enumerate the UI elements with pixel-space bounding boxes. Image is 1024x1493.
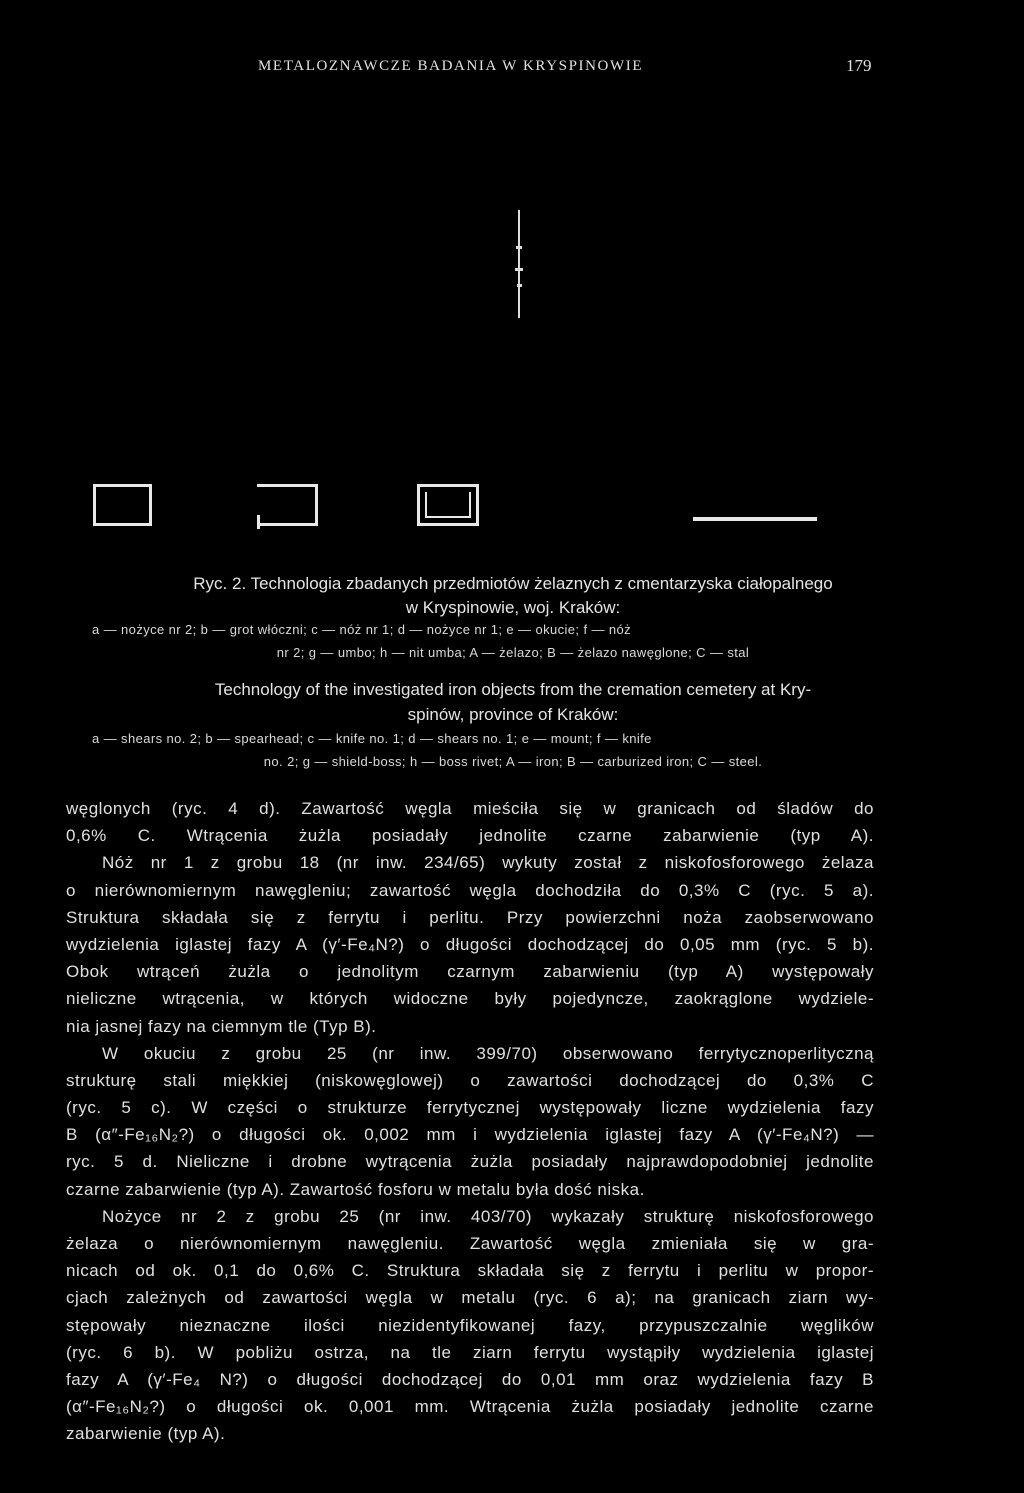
body-line: Struktura składała się z ferrytu i perlitu. Przy powierzchni noża zaobserwowano [66, 907, 874, 927]
caption-en-legend-line1: a — shears no. 2; b — spearhead; c — knife no. 1; d — shears no. 1; e — mount; f — knife [92, 731, 652, 746]
legend-symbol-b-box [257, 484, 318, 526]
caption-pl-legend-line1: a — nożyce nr 2; b — grot włóczni; c — nóż nr 1; d — nożyce nr 1; e — okucie; f — nóż [92, 622, 632, 637]
body-line: ryc. 5 d. Nieliczne i drobne wytrącenia żużla posiadały najprawdopodobniej jednolite [66, 1152, 874, 1172]
body-line: cjach zależnych od zawartości węgla w metalu (ryc. 6 a); na granicach ziarn wy- [66, 1288, 874, 1308]
body-line: fazy A (γ′-Fe₄ N?) o długości dochodzącej do 0,01 mm oraz wydzielenia fazy B [66, 1369, 874, 1389]
body-line: Nóż nr 1 z grobu 18 (nr inw. 234/65) wykuty został z niskofosforowego żelaza [102, 853, 874, 873]
caption-en-legend-line2: no. 2; g — shield-boss; h — boss rivet; A — iron; B — carburized iron; C — steel. [263, 754, 763, 769]
body-line: czarne zabarwienie (typ A). Zawartość fosforu w metalu była dość niska. [66, 1179, 645, 1199]
page-header [0, 56, 1024, 82]
legend-symbol-c-box [417, 484, 479, 526]
body-line: (ryc. 5 c). W części o strukturze ferrytycznej występowały liczne wydzielenia fazy [66, 1098, 874, 1118]
caption-pl-title-line2: w Kryspinowie, woj. Kraków: [405, 598, 621, 617]
body-line: (ryc. 6 b). W pobliżu ostrza, na tle ziarn ferrytu wystąpiły wydzielenia iglastej [66, 1342, 874, 1362]
body-line: zabarwienie (typ A). [66, 1424, 226, 1444]
body-line: nicach od ok. 0,1 do 0,6% C. Struktura składała się z ferrytu i perlitu w propor- [66, 1261, 874, 1281]
body-line: stępowały nieznaczne ilości niezidentyfikowanej fazy, przypuszczalnie węglików [66, 1315, 874, 1335]
body-line: B (α″-Fe₁₆N₂?) o długości ok. 0,002 mm i wydzielenia iglastej fazy A (γ′-Fe₄N?) — [66, 1125, 874, 1145]
body-line: o nierównomiernym nawęgleniu; zawartość węgla dochodziła do 0,3% C (ryc. 5 a). [66, 880, 874, 900]
figure-legend-graphics [0, 200, 1024, 540]
running-title: METALOZNAWCZE BADANIA W KRYSPINOWIE [258, 58, 644, 74]
body-line: wydzielenia iglastej fazy A (γ′-Fe₄N?) o długości dochodzącej do 0,05 mm (ryc. 5 b). [66, 934, 874, 954]
caption-en-title-line2: spinów, province of Kraków: [407, 705, 619, 724]
body-line: żelaza o nierównomiernym nawęgleniu. Zawartość węgla zmieniała się w gra- [66, 1234, 874, 1253]
legend-symbol-line [693, 517, 817, 521]
figure-vertical-mark [515, 210, 529, 320]
body-line: Nożyce nr 2 z grobu 25 (nr inw. 403/70) wykazały strukturę niskofosforowego [102, 1206, 874, 1226]
caption-pl-legend-line2: nr 2; g — umbo; h — nit umba; A — żelazo; B — żelazo nawęglone; C — stal [276, 645, 750, 660]
caption-pl-title-line1: Ryc. 2. Technologia zbadanych przedmiotów żelaznych z cmentarzyska ciałopalnego [193, 574, 833, 593]
body-line: Obok wtrąceń żużla o jednolitym czarnym zabarwieniu (typ A) występowały [66, 962, 874, 982]
body-line: nia jasnej fazy na ciemnym tle (Typ B). [66, 1016, 377, 1036]
body-line: strukturę stali miękkiej (niskowęglowej) o zawartości dochodzącej do 0,3% C [66, 1070, 874, 1090]
body-line: (α″-Fe₁₆N₂?) o długości ok. 0,001 mm. Wtrącenia żużla posiadały jednolite czarne [66, 1397, 874, 1417]
body-line: nieliczne wtrącenia, w których widoczne były pojedyncze, zaokrąglone wydziele- [66, 989, 874, 1009]
body-text [66, 795, 874, 1448]
body-line: węglonych (ryc. 4 d). Zawartość węgla mieściła się w granicach od śladów do [66, 799, 874, 818]
body-line: W okuciu z grobu 25 (nr inw. 399/70) obserwowano ferrytycznoperlityczną [102, 1043, 874, 1063]
caption-en-title-line1: Technology of the investigated iron objects from the cremation cemetery at Kry- [214, 680, 812, 699]
body-line: 0,6% C. Wtrącenia żużla posiadały jednolite czarne zabarwienie (typ A). [66, 826, 874, 846]
legend-symbol-a-box [93, 484, 152, 526]
page-number: 179 [846, 56, 872, 75]
